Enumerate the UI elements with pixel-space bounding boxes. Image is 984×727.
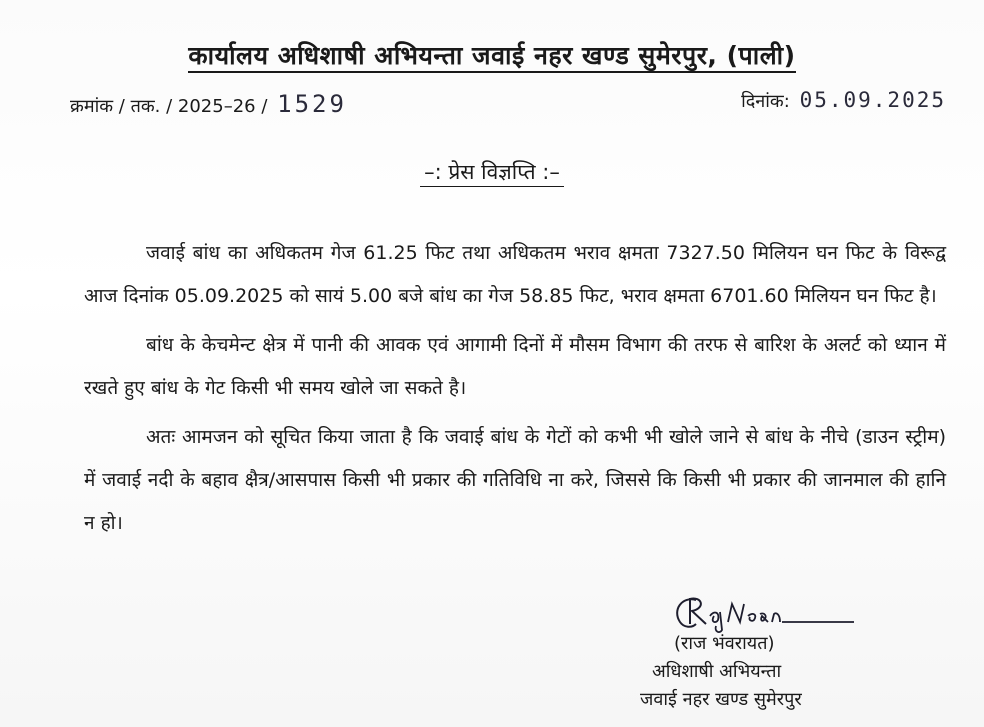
office-title (0, 38, 984, 72)
date-label: दिनांक: (741, 91, 790, 112)
notice-body (84, 232, 946, 551)
reference-line (70, 90, 347, 118)
press-release-heading (0, 158, 984, 186)
signatory-name: (राज भंवरायत) (674, 633, 775, 654)
signatory-designation: अधिशाषी अभियन्ता (652, 661, 782, 682)
paragraph-gate-opening: बांध के केचमेन्ट क्षेत्र में पानी की आवक एवं आगामी दिनों में मौसम विभाग की तरफ से बारिश के अलर्ट को ध्यान में रखते हुए बांध के गेट किसी भी समय खोले जा सकते है। (84, 334, 946, 399)
handwritten-signature (668, 590, 858, 634)
office-title-text: कार्यालय अधिशाषी अभियन्ता जवाई नहर खण्ड सुमेरपुर, (पाली) (188, 41, 795, 73)
paragraph-dam-gauge: जवाई बांध का अधिकतम गेज 61.25 फिट तथा अधिकतम भराव क्षमता 7327.50 मिलियन घन फिट के विरूद्व आज दिनांक 05.09.2025 को सायं 5.00 बजे बांध का गेज 58.85 फिट, भराव क्षमता 6701.60 मिलियन घन फिट है। (84, 242, 946, 307)
reference-label: क्रमांक / तक. / 2025–26 / (70, 96, 268, 117)
press-release-heading-text: –: प्रेस विज्ञप्ति :– (420, 160, 564, 187)
reference-number: 1529 (277, 90, 347, 118)
signatory-office: जवाई नहर खण्ड सुमेरपुर (640, 689, 802, 710)
date-line (741, 88, 946, 113)
date-value: 05.09.2025 (799, 88, 946, 112)
paragraph-public-advisory: अतः आमजन को सूचित किया जाता है कि जवाई बांध के गेटों को कभी भी खोले जाने से बांध के नीचे (डाउन स्ट्रीम) में जवाई नदी के बहाव क्षैत्र/आसपास किसी भी प्रकार की गतिविधि ना करे, जिससे कि किसी भी प्रकार की जानमाल की हानि न हो। (84, 426, 946, 534)
